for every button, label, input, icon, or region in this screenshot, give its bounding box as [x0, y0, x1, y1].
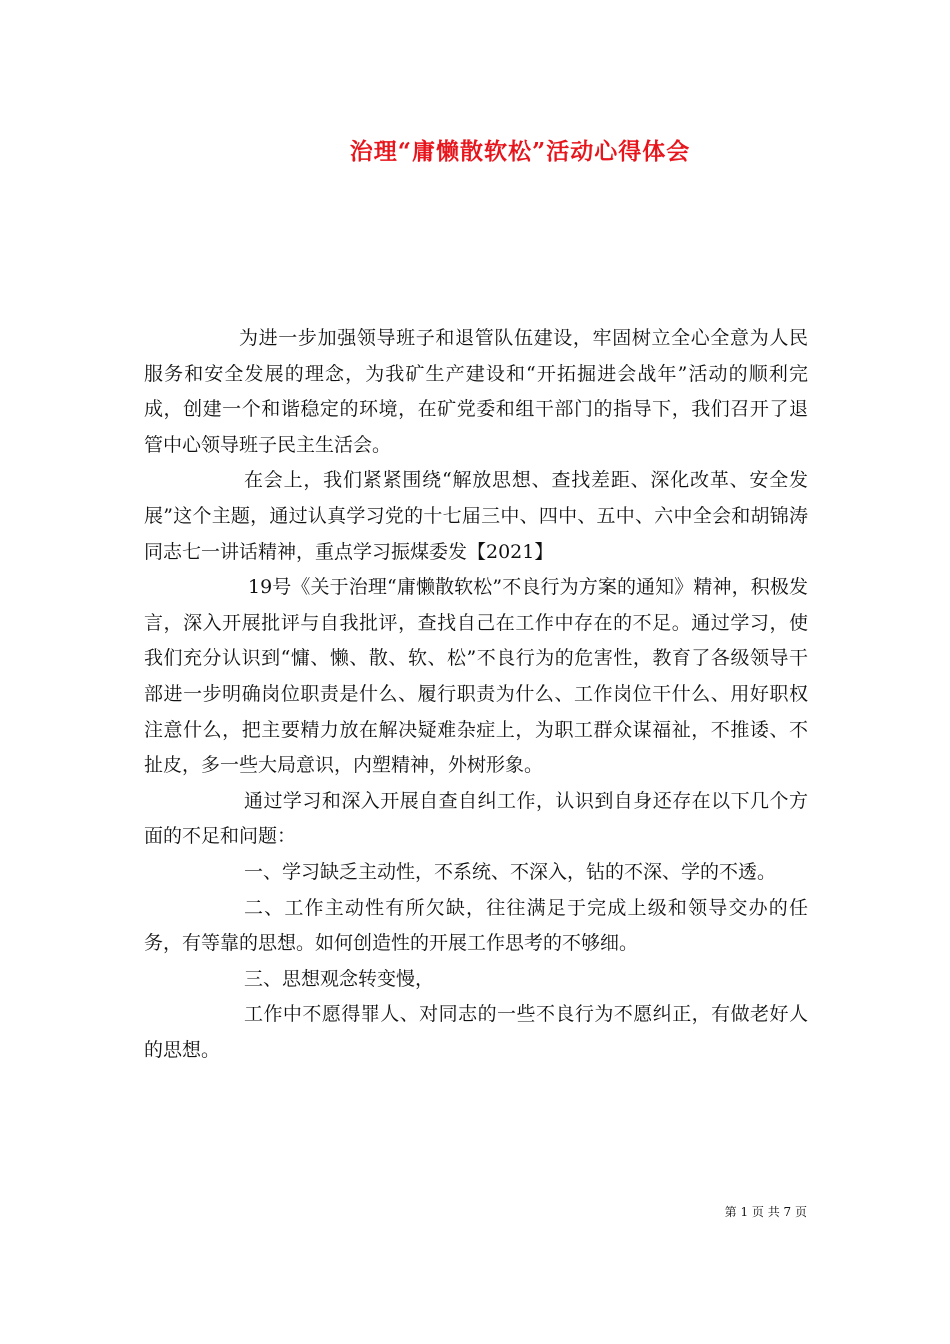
paragraph-issue-3-detail: 工作中不愿得罪人、对同志的一些不良行为不愿纠正，有做老好人的思想。	[144, 1003, 808, 1061]
document-title: 治理“庸懒散软松”活动心得体会	[349, 138, 691, 165]
paragraph-self-check: 通过学习和深入开展自查自纠工作，认识到自身还存在以下几个方面的不足和问题：	[144, 789, 808, 848]
paragraph-issue-1: 一、学习缺乏主动性，不系统、不深入，钻的不深、学的不透。	[244, 860, 777, 883]
page-number-footer: 第 1 页 共 7 页	[724, 1205, 807, 1219]
paragraph-intro: 为进一步加强领导班子和退管队伍建设，牢固树立全心全意为人民服务和安全发展的理念，为我矿生产建设和“开拓掘进会战年”活动的顺利完成，创建一个和谐稳定的环境，在矿党委和组干部门的指导下，我们召开了退管中心领导班子民主生活会。	[144, 327, 808, 456]
paragraph-notice: 19号《关于治理“庸懒散软松”不良行为方案的通知》精神，积极发言，深入开展批评与自我批评，查找自己在工作中存在的不足。通过学习，使我们充分认识到“慵、懒、散、软、松”不良行为的危害性，教育了各级领导干部进一步明确岗位职责是什么、履行职责为什么、工作岗位干什么、用好职权注意什么，把主要精力放在解决疑难杂症上，为职工群众谋福祉，不推诿、不扯皮，多一些大局意识，内塑精神，外树形象。	[144, 576, 808, 777]
paragraph-meeting: 在会上，我们紧紧围绕“解放思想、查找差距、深化改革、安全发展”这个主题，通过认真学习党的十七届三中、四中、五中、六中全会和胡锦涛同志七一讲话精神，重点学习振煤委发【2021】	[144, 469, 808, 563]
paragraph-issue-2: 二、工作主动性有所欠缺，往往满足于完成上级和领导交办的任务，有等靠的思想。如何创造性的开展工作思考的不够细。	[144, 896, 808, 955]
paragraph-issue-3: 三、思想观念转变慢，	[244, 967, 435, 990]
document-body	[144, 321, 808, 1068]
